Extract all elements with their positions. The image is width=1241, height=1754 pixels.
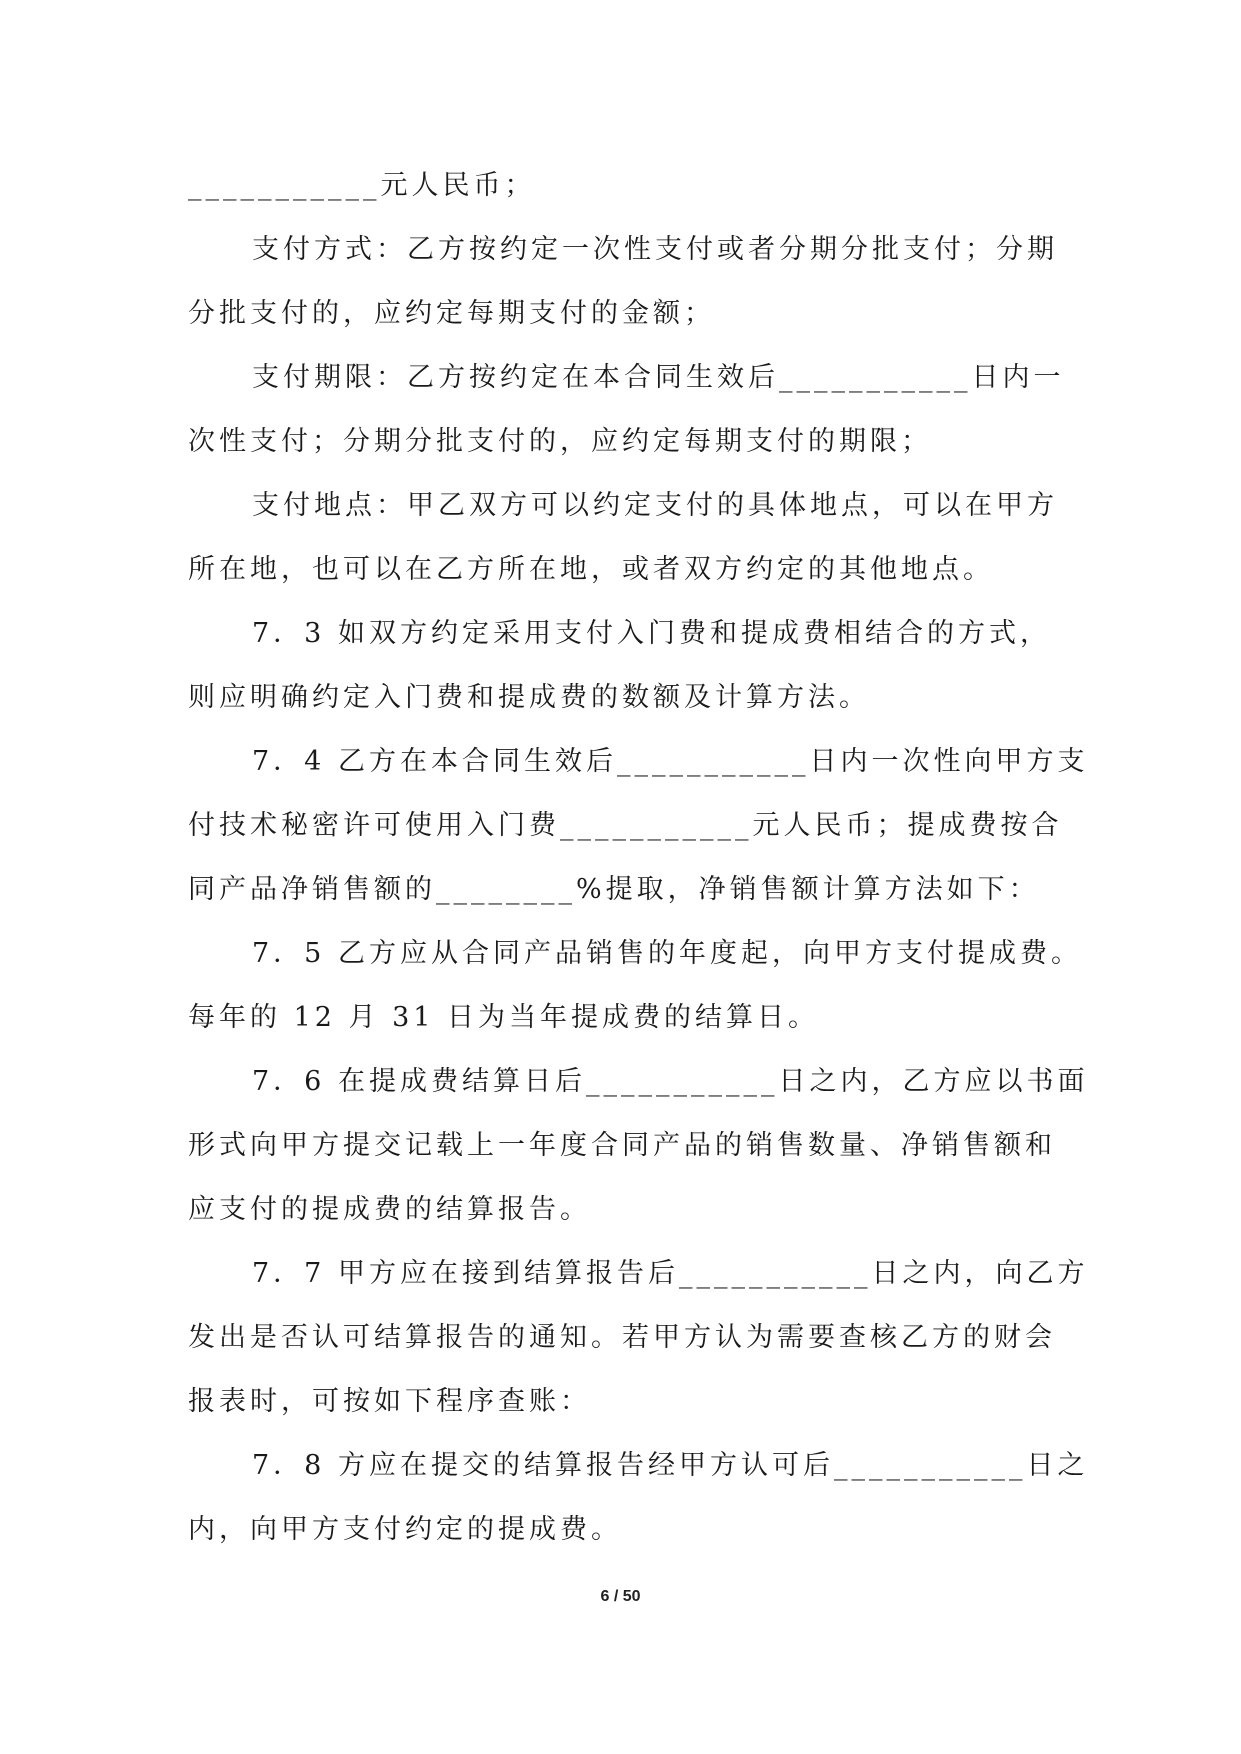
text-line-7: 所在地，也可以在乙方所在地，或者双方约定的其他地点。 [188, 554, 994, 585]
page-number: 6 / 50 [600, 1588, 641, 1605]
text-line-10: 7．4 乙方在本合同生效后___________日内一次性向甲方支 [252, 746, 1089, 777]
text-line-9: 则应明确约定入门费和提成费的数额及计算方法。 [188, 682, 870, 713]
text-line-12: 同产品净销售额的________%提取，净销售额计算方法如下： [188, 874, 1040, 905]
text-line-22: 内，向甲方支付约定的提成费。 [188, 1514, 622, 1545]
text-line-21: 7．8 方应在提交的结算报告经甲方认可后___________日之 [252, 1450, 1089, 1481]
text-line-18: 7．7 甲方应在接到结算报告后___________日之内，向乙方 [252, 1258, 1089, 1289]
text-line-20: 报表时，可按如下程序查账： [188, 1386, 591, 1417]
text-line-4: 支付期限：乙方按约定在本合同生效后___________日内一 [252, 362, 1065, 393]
text-line-1: ___________元人民币； [188, 170, 536, 201]
text-line-13: 7．5 乙方应从合同产品销售的年度起，向甲方支付提成费。 [252, 938, 1082, 969]
text-line-5: 次性支付；分期分批支付的，应约定每期支付的期限； [188, 426, 932, 457]
text-line-16: 形式向甲方提交记载上一年度合同产品的销售数量、净销售额和 [188, 1130, 1056, 1161]
document-body [188, 154, 1089, 1562]
text-line-15: 7．6 在提成费结算日后___________日之内，乙方应以书面 [252, 1066, 1089, 1097]
text-line-11: 付技术秘密许可使用入门费___________元人民币；提成费按合 [188, 810, 1063, 841]
text-line-3: 分批支付的，应约定每期支付的金额； [188, 298, 715, 329]
text-line-19: 发出是否认可结算报告的通知。若甲方认为需要查核乙方的财会 [188, 1322, 1056, 1353]
text-line-2: 支付方式：乙方按约定一次性支付或者分期分批支付；分期 [252, 234, 1058, 265]
text-line-8: 7．3 如双方约定采用支付入门费和提成费相结合的方式， [252, 618, 1051, 649]
text-line-6: 支付地点：甲乙双方可以约定支付的具体地点，可以在甲方 [252, 490, 1058, 521]
text-line-17: 应支付的提成费的结算报告。 [188, 1194, 591, 1225]
text-line-14: 每年的 12 月 31 日为当年提成费的结算日。 [188, 1002, 820, 1033]
